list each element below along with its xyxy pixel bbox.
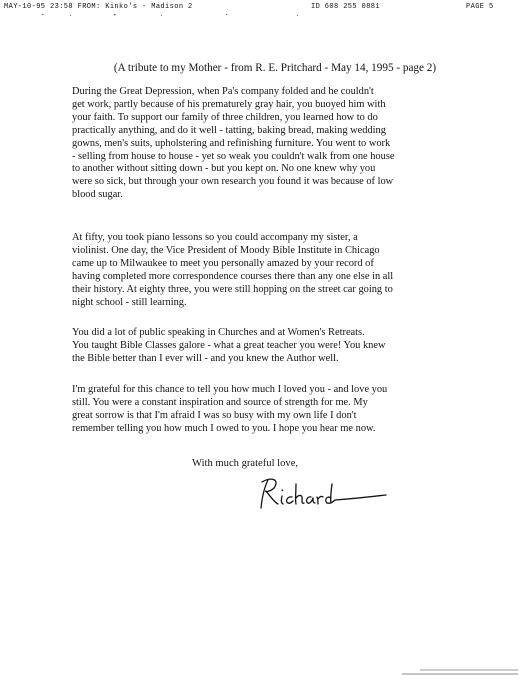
paragraph-line: blood sugar.: [72, 189, 123, 201]
paragraph-line: You did a lot of public speaking in Churches and at Women's Retreats.: [72, 327, 365, 338]
paragraph-line: to another without sitting down - but you kept on. No one knew why you: [72, 163, 376, 175]
paragraph-line: great sorrow is that I'm afraid I was so busy with my own life I don't: [72, 409, 357, 421]
paragraph-piano: [72, 232, 460, 309]
fax-bottom-lines: [400, 668, 520, 678]
fax-header-id: ID 608 255 0881: [311, 3, 381, 11]
letter-title: (A tribute to my Mother - from R. E. Pritchard - May 14, 1995 - page 2): [113, 62, 437, 74]
paragraph-depression: [72, 86, 460, 202]
paragraph-line: get work, partly because of his prematurely gray hair, you buoyed him with: [72, 98, 386, 110]
paragraph-line: having completed more correspondence courses there than any one else in all: [72, 270, 394, 282]
closing-line: With much grateful love,: [192, 458, 299, 469]
paragraph-line: During the Great Depression, when Pa's company folded and he couldn't: [72, 86, 374, 97]
handwritten-signature: [254, 472, 390, 512]
paragraph-line: remember telling you how much I owed to you. I hope you hear me now.: [72, 422, 376, 434]
paragraph-line: I'm grateful for this chance to tell you how much I loved you - and love you: [72, 384, 388, 395]
paragraph-line: night school - still learning.: [72, 296, 187, 308]
fax-noise-specks: [40, 13, 340, 17]
fax-header-page: PAGE 5: [466, 3, 494, 11]
paragraph-line: You taught Bible Classes galore - what a great teacher you were! You knew: [72, 339, 386, 351]
paragraph-line: gowns, men's suits, upholstering and refinishing furniture. You went to work: [72, 137, 391, 149]
paragraph-line: their history. At eighty three, you were still hopping on the street car going to: [72, 283, 393, 295]
paragraph-line: At fifty, you took piano lessons so you could accompany my sister, a: [72, 232, 358, 243]
paragraph-line: - selling from house to house - yet so weak you couldn't walk from one house: [72, 150, 395, 162]
paragraph-line: the Bible better than I ever will - and you knew the Author well.: [72, 352, 339, 364]
paragraph-line: your faith. To support our family of three children, you learned how to do: [72, 111, 378, 123]
fax-header-sender: MAY-10-95 23:58 FROM: Kinko's - Madison 2: [4, 3, 193, 11]
paragraph-line: violinist. One day, the Vice President of Moody Bible Institute in Chicago: [72, 244, 380, 256]
paragraph-speaking: [72, 327, 460, 366]
paragraph-line: came up to Milwaukee to meet you personally amazed by your record of: [72, 257, 374, 269]
paragraph-line: still. You were a constant inspiration and source of strength for me. My: [72, 396, 368, 408]
fax-header: [0, 0, 520, 12]
paragraph-line: practically anything, and do it well - tatting, baking bread, making wedding: [72, 124, 386, 136]
paragraph-line: were so sick, but through your own research you found it was because of low: [72, 176, 394, 188]
paragraph-gratitude: [72, 384, 460, 436]
